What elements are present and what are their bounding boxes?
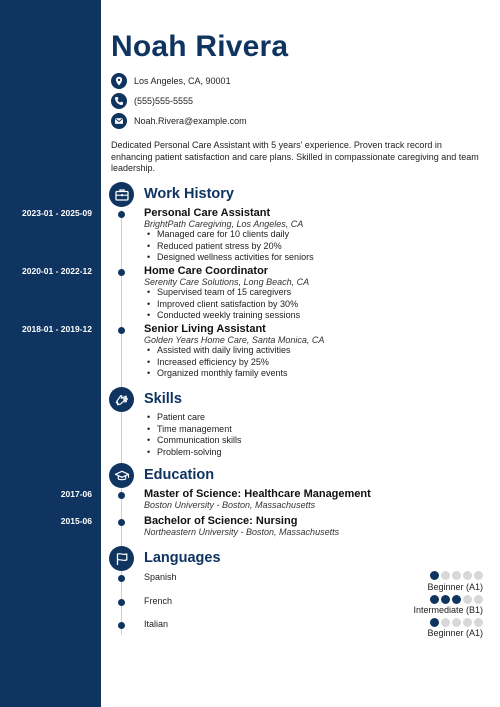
list-item: • Designed wellness activities for seniors (144, 252, 314, 264)
hand-icon (109, 387, 134, 412)
rating-dot (430, 595, 439, 604)
degree-title: Master of Science: Healthcare Management (144, 488, 371, 500)
contact-email (111, 113, 247, 129)
timeline-dot (118, 622, 125, 629)
language-name: Spanish (144, 572, 177, 582)
rating-dot (441, 571, 450, 580)
job-dates: 2020-01 - 2022-12 (22, 266, 92, 276)
language-rating (430, 618, 483, 627)
rating-dot (430, 571, 439, 580)
rating-dot (474, 571, 483, 580)
rating-dot (430, 618, 439, 627)
candidate-name: Noah Rivera (111, 30, 289, 63)
job-bullets (144, 229, 314, 264)
education-date: 2017-06 (60, 489, 92, 499)
list-item: • Organized monthly family events (144, 368, 291, 380)
list-item: • Managed care for 10 clients daily (144, 229, 314, 241)
rating-dot (463, 595, 472, 604)
rating-dot (441, 618, 450, 627)
timeline-dot (118, 327, 125, 334)
job-dates: 2023-01 - 2025-09 (22, 208, 92, 218)
contact-address (111, 73, 231, 89)
rating-dot (452, 595, 461, 604)
rating-dot (452, 571, 461, 580)
languages-heading: Languages (144, 550, 221, 566)
rating-dot (441, 595, 450, 604)
address-text: Los Angeles, CA, 90001 (134, 76, 231, 86)
left-sidebar (0, 0, 101, 707)
language-name: Italian (144, 619, 169, 629)
degree-title: Bachelor of Science: Nursing (144, 515, 298, 527)
list-item: • Improved client satisfaction by 30% (144, 299, 300, 311)
skills-list (144, 412, 242, 458)
work-history-heading: Work History (144, 186, 234, 202)
education-date: 2015-06 (60, 516, 92, 526)
phone-icon (111, 93, 127, 109)
education-heading: Education (144, 467, 215, 483)
list-item: • Conducted weekly training sessions (144, 310, 300, 322)
contact-phone (111, 93, 193, 109)
school-name: Northeastern University - Boston, Massachusetts (144, 527, 340, 537)
job-bullets (144, 287, 300, 322)
list-item: • Supervised team of 15 caregivers (144, 287, 300, 299)
school-name: Boston University - Boston, Massachusetts (144, 500, 316, 510)
language-level: Beginner (A1) (427, 628, 483, 638)
timeline-dot (118, 599, 125, 606)
list-item: • Communication skills (144, 435, 242, 447)
timeline-dot (118, 211, 125, 218)
professional-summary: Dedicated Personal Care Assistant with 5 years' experience. Proven track record in enhancing patient satisfaction and care plans. Skilled in compassionate caregiving and team leadership. (111, 140, 479, 173)
timeline-dot (118, 492, 125, 499)
flag-icon (109, 546, 134, 571)
timeline-dot (118, 269, 125, 276)
job-bullets (144, 345, 291, 380)
language-rating (430, 595, 483, 604)
timeline-dot (118, 519, 125, 526)
job-title: Senior Living Assistant (144, 323, 266, 335)
timeline-dot (118, 575, 125, 582)
envelope-icon (111, 113, 127, 129)
language-rating (430, 571, 483, 580)
list-item: • Assisted with daily living activities (144, 345, 291, 357)
list-item: • Problem-solving (144, 447, 242, 459)
language-level: Intermediate (B1) (413, 605, 483, 615)
language-name: French (144, 596, 173, 606)
job-company: BrightPath Caregiving, Los Angeles, CA (144, 219, 304, 229)
rating-dot (463, 571, 472, 580)
graduation-cap-icon (109, 463, 134, 488)
briefcase-icon (109, 182, 134, 207)
skills-heading: Skills (144, 391, 182, 407)
list-item: • Increased efficiency by 25% (144, 357, 291, 369)
list-item: • Time management (144, 424, 242, 436)
rating-dot (474, 618, 483, 627)
rating-dot (474, 595, 483, 604)
location-pin-icon (111, 73, 127, 89)
rating-dot (463, 618, 472, 627)
email-link[interactable]: Noah.Rivera@example.com (134, 116, 247, 126)
language-level: Beginner (A1) (427, 582, 483, 592)
rating-dot (452, 618, 461, 627)
phone-text: (555)555-5555 (134, 96, 194, 106)
job-title: Personal Care Assistant (144, 207, 271, 219)
job-company: Golden Years Home Care, Santa Monica, CA (144, 335, 325, 345)
list-item: • Patient care (144, 412, 242, 424)
job-company: Serenity Care Solutions, Long Beach, CA (144, 277, 310, 287)
job-title: Home Care Coordinator (144, 265, 269, 277)
job-dates: 2018-01 - 2019-12 (22, 324, 92, 334)
list-item: • Reduced patient stress by 20% (144, 241, 314, 253)
